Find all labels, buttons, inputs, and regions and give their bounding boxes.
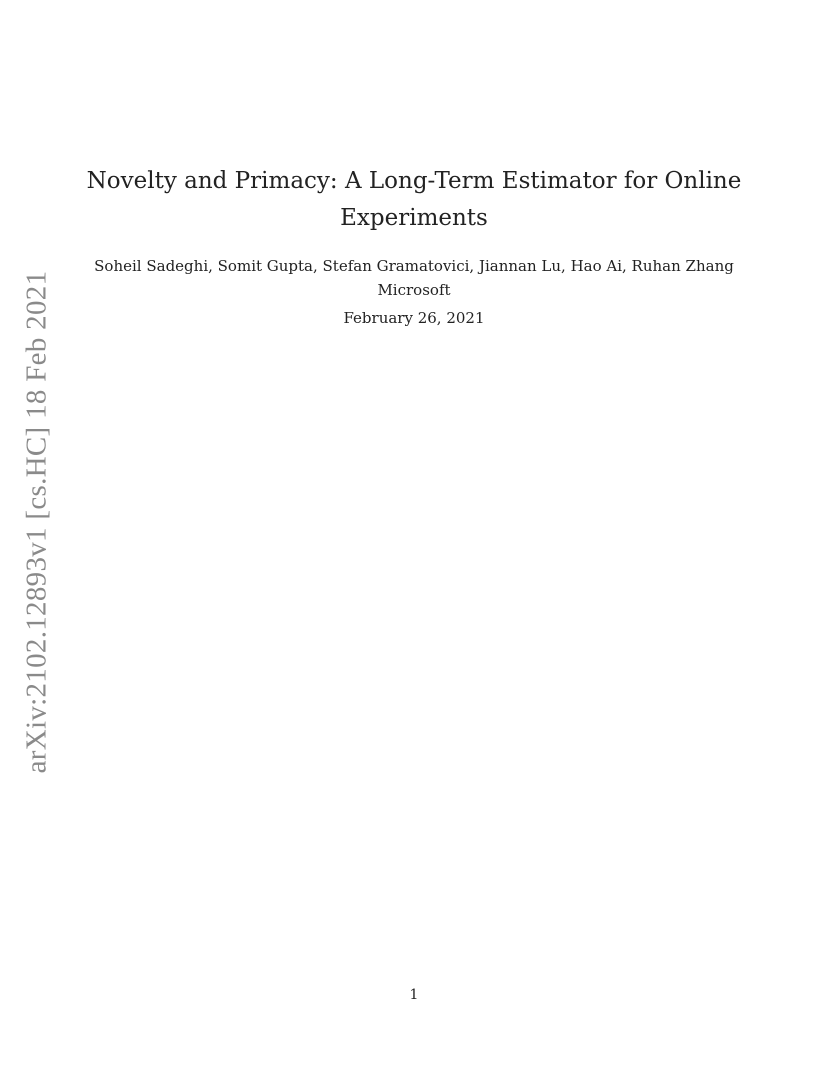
publication-date: February 26, 2021	[343, 309, 485, 327]
author-list: Soheil Sadeghi, Somit Gupta, Stefan Gramatovici, Jiannan Lu, Hao Ai, Ruhan Zhang	[94, 257, 734, 275]
page-number: 1	[409, 987, 419, 1003]
paper-title	[0, 163, 828, 237]
paper-title-line-1: Novelty and Primacy: A Long-Term Estimator for Online	[86, 168, 742, 194]
paper-title-line-2: Experiments	[340, 205, 488, 231]
arxiv-identifier-stamp: arXiv:2102.12893v1 [cs.HC] 18 Feb 2021	[20, 270, 53, 774]
author-affiliation: Microsoft	[377, 281, 451, 299]
